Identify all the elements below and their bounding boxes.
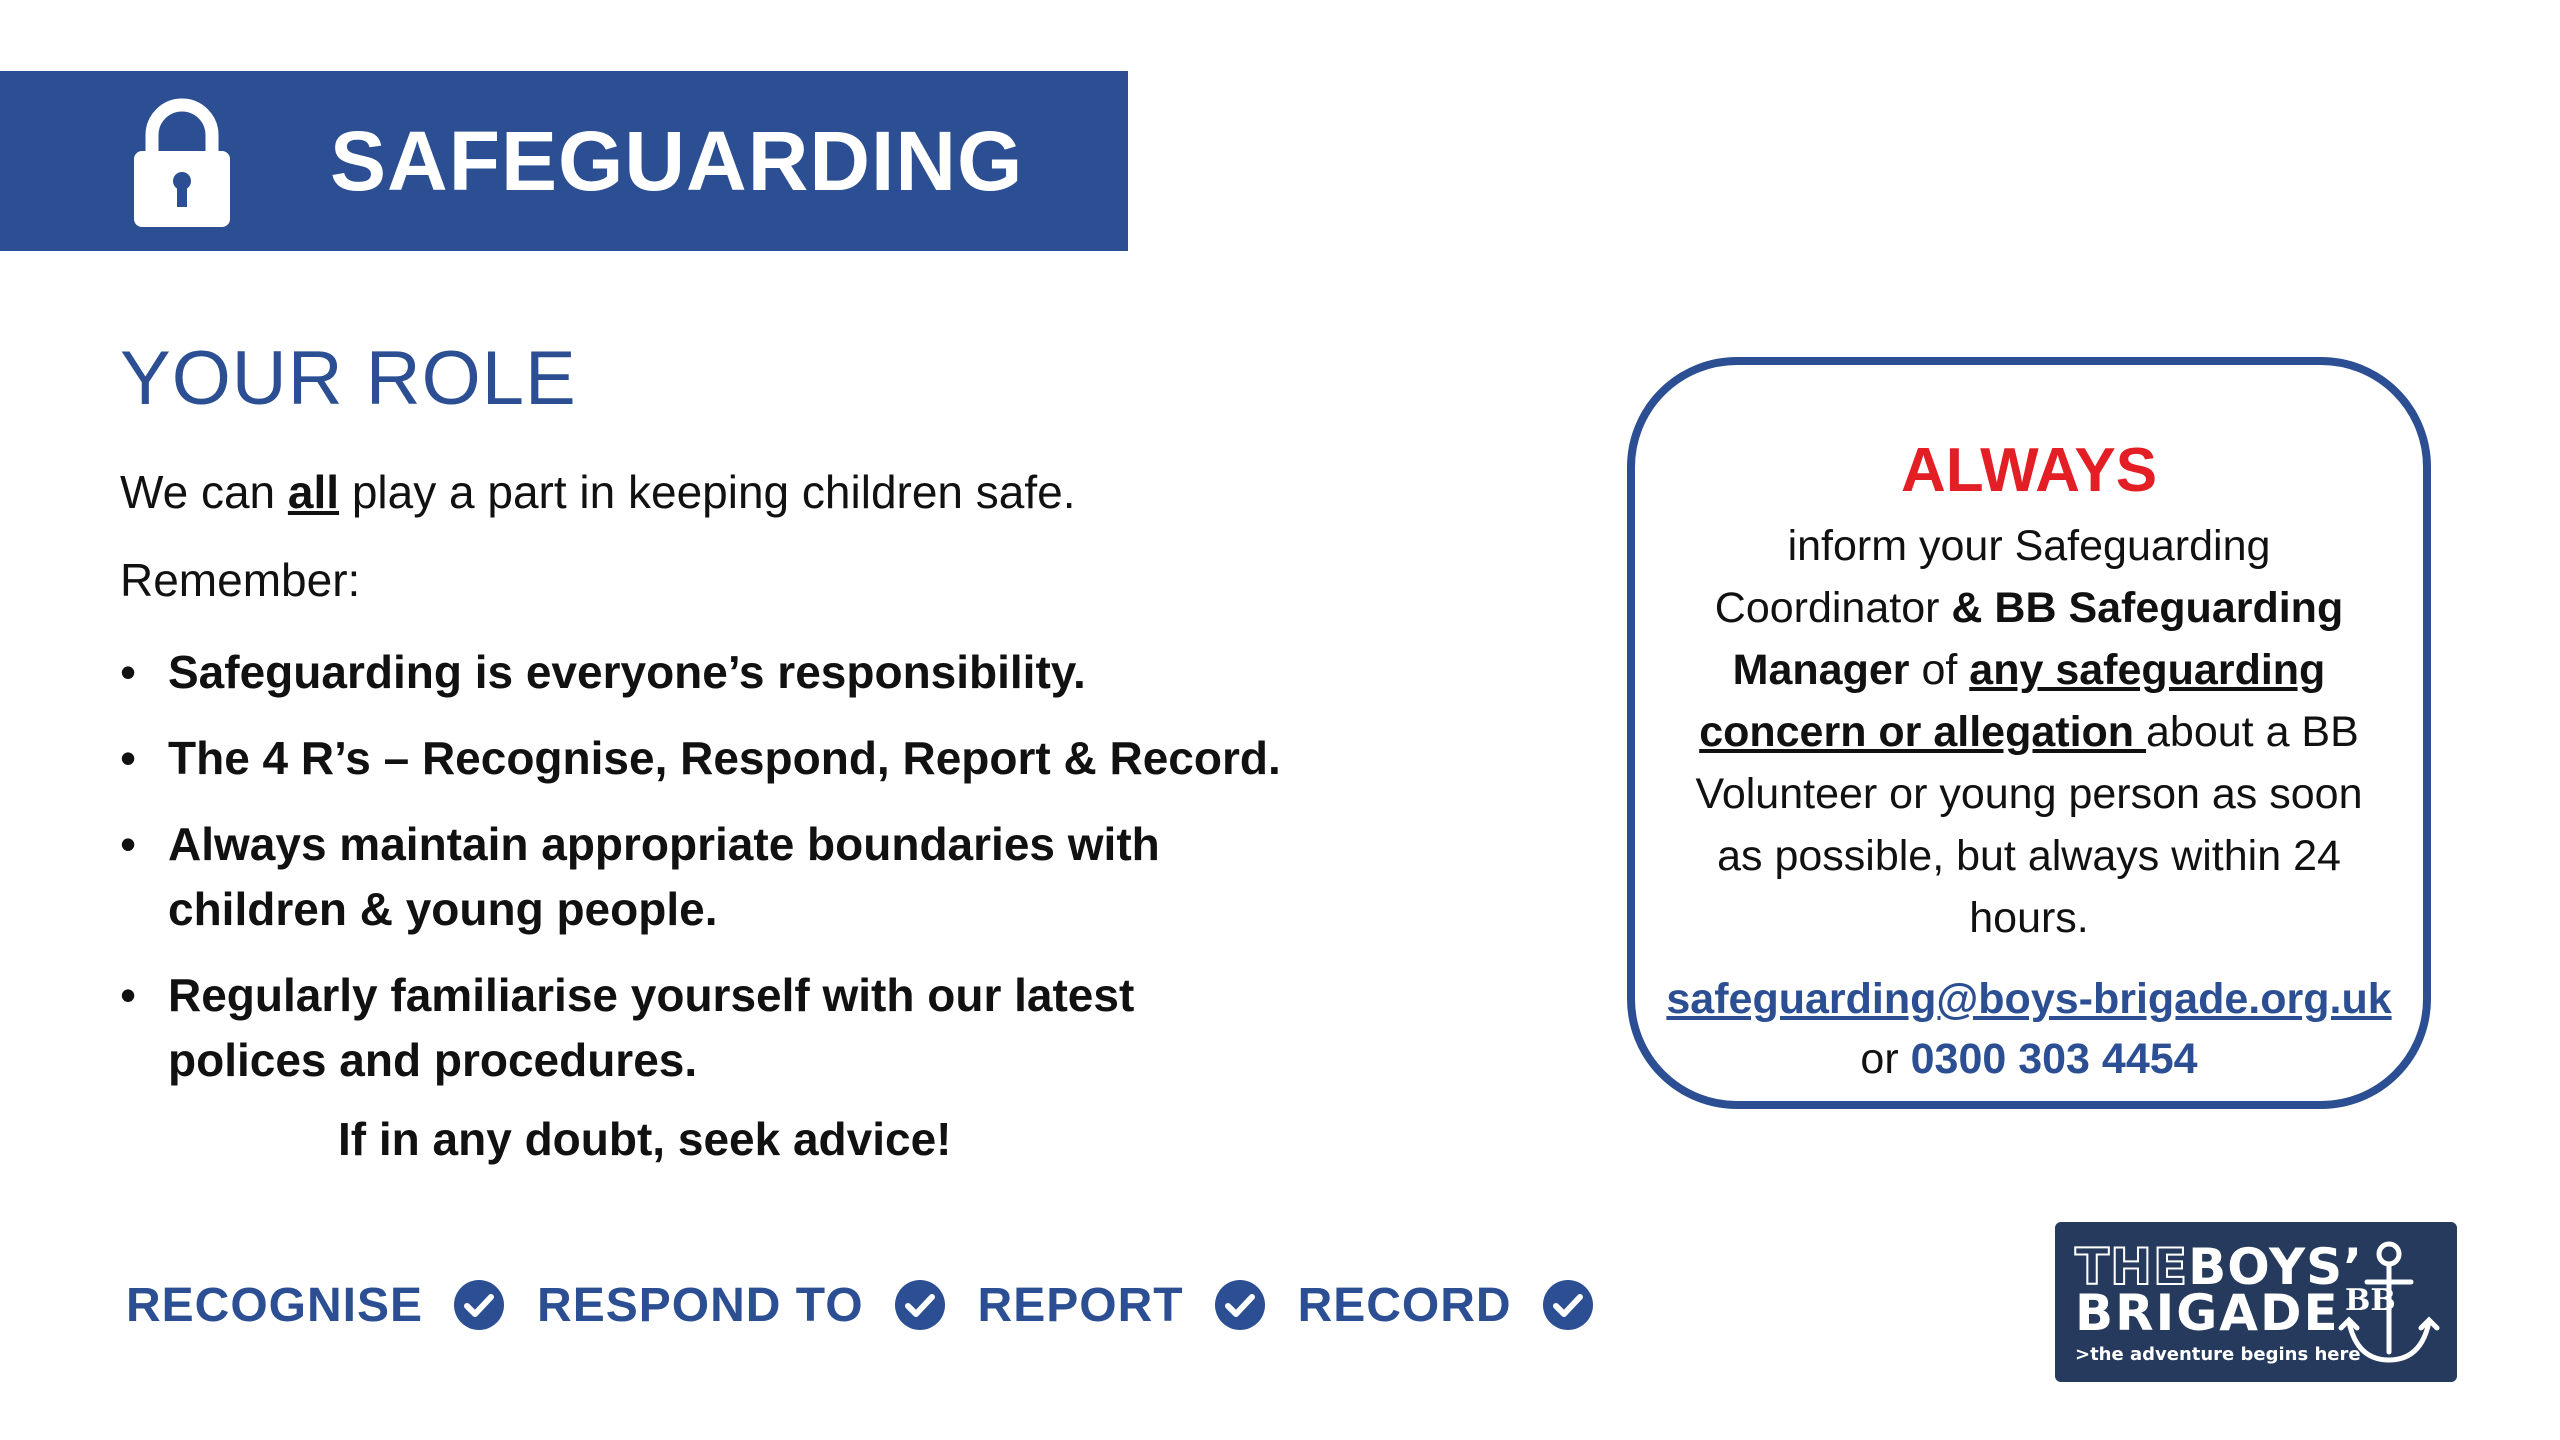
phone-prefix: or	[1860, 1035, 1911, 1083]
bullet-icon: •	[120, 818, 137, 870]
anchor-cross-emblem-icon	[2327, 1232, 2451, 1374]
advice-text: If in any doubt, seek advice!	[338, 1113, 952, 1165]
step-respond	[537, 1278, 946, 1333]
logo-boys: BOYS’	[2188, 1238, 2364, 1296]
intro-text	[120, 465, 1076, 519]
responsibility-list	[120, 640, 1300, 1114]
step-record	[1298, 1278, 1594, 1333]
safeguarding-manager-text: & BB Safeguarding Manager	[1732, 584, 2344, 694]
step-label: RECOGNISE	[126, 1278, 424, 1332]
intro-emphasis: all	[287, 466, 340, 518]
logo-tagline: >the adventure begins here	[2075, 1344, 2361, 1365]
boys-brigade-logo	[2055, 1222, 2457, 1382]
step-recognise	[126, 1278, 505, 1333]
list-item-text: Regularly familiarise yourself with our latest polices and procedures.	[168, 969, 1135, 1086]
lock-icon	[112, 93, 252, 233]
section-heading: YOUR ROLE	[120, 336, 577, 421]
body-text-part: inform your Safeguarding Coordinator	[1714, 522, 2271, 632]
concern-emphasis-text: any safeguarding concern or allegation	[1699, 646, 2326, 756]
logo-the: THE	[2075, 1238, 2189, 1296]
bullet-icon: •	[120, 732, 137, 784]
check-circle-icon	[894, 1279, 946, 1331]
list-item	[120, 726, 1300, 791]
emblem-letter: BB	[2345, 1283, 2396, 1318]
list-item	[120, 963, 1268, 1093]
check-circle-icon	[453, 1279, 505, 1331]
logo-wordmark-line2: BRIGADE	[2075, 1284, 2340, 1342]
body-text-part: of	[1909, 646, 1970, 694]
always-heading: ALWAYS	[1900, 436, 2158, 505]
check-circle-icon	[1214, 1279, 1266, 1331]
phone-line	[1635, 1035, 2423, 1084]
email-link[interactable]: safeguarding@boys-brigade.org.uk	[1666, 975, 2392, 1023]
header-banner	[0, 71, 1128, 251]
list-item-text: The 4 R’s – Recognise, Respond, Report & Record.	[168, 732, 1281, 784]
list-item	[120, 640, 1300, 705]
body-text-part: about a BB Volunteer or young person as soon as possible, but always within 24 hours.	[1695, 708, 2363, 942]
intro-text-end: play a part in keeping children safe.	[339, 466, 1076, 518]
phone-number[interactable]: 0300 303 4454	[1910, 1035, 2198, 1083]
always-body-text	[1675, 515, 2383, 949]
page-title: SAFEGUARDING	[330, 114, 1024, 208]
step-report	[978, 1278, 1266, 1333]
intro-text-start: We can	[120, 466, 288, 518]
bullet-icon: •	[120, 969, 137, 1021]
step-label: RESPOND TO	[537, 1278, 864, 1332]
list-item-text: Always maintain appropriate boundaries with children & young people.	[168, 818, 1160, 935]
bullet-icon: •	[120, 646, 137, 698]
check-circle-icon	[1542, 1279, 1594, 1331]
always-info-box	[1627, 357, 2431, 1109]
list-item-text: Safeguarding is everyone’s responsibility.	[168, 646, 1086, 698]
remember-label: Remember:	[120, 554, 361, 606]
list-item	[120, 812, 1288, 942]
step-label: REPORT	[977, 1278, 1184, 1332]
step-label: RECORD	[1297, 1278, 1512, 1332]
four-rs-steps	[126, 1270, 1626, 1340]
